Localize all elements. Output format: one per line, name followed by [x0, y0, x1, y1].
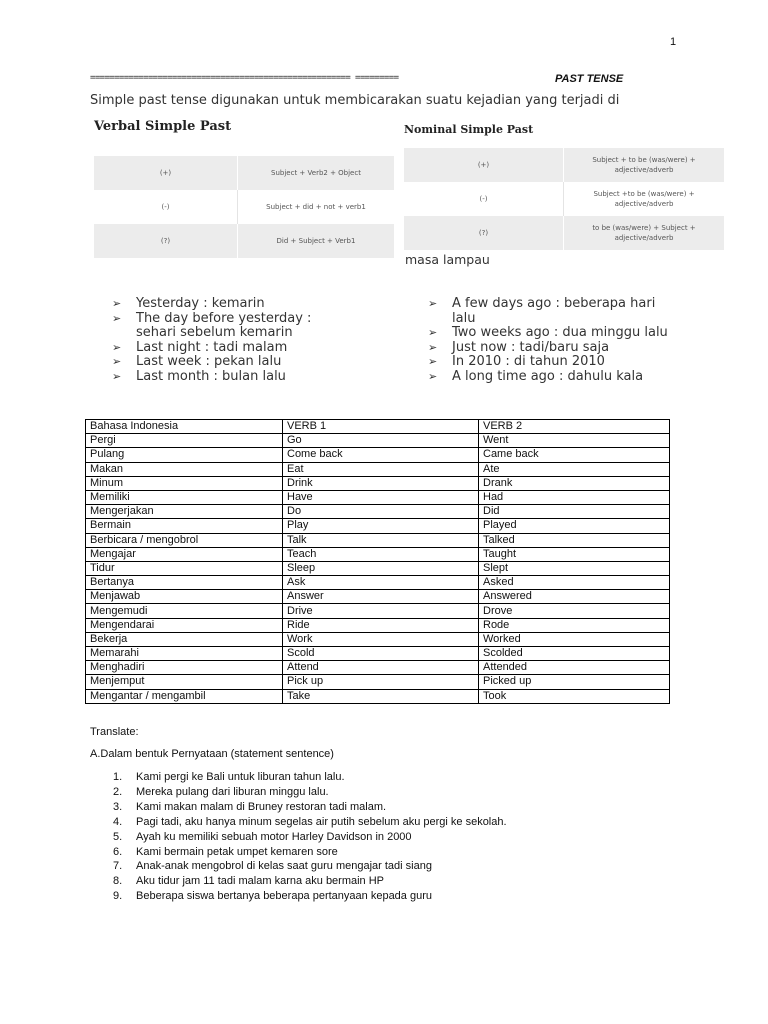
verb1-cell: Ride: [283, 618, 479, 632]
verb2-cell: Came back: [479, 448, 670, 462]
table-header-row: [86, 420, 670, 434]
list-number: 4.: [113, 815, 123, 828]
list-number: 2.: [113, 785, 123, 798]
verb1-cell: Work: [283, 632, 479, 646]
verb1-cell: Pick up: [283, 675, 479, 689]
verb-table-body: [86, 434, 670, 704]
formula-row: [94, 224, 394, 258]
formula-sign: (-): [94, 190, 238, 224]
verb1-cell: Attend: [283, 661, 479, 675]
formula-pattern: Did + Subject + Verb1: [238, 224, 394, 258]
indonesian-cell: Memarahi: [86, 647, 283, 661]
verb2-cell: Worked: [479, 632, 670, 646]
nominal-formula-table: [404, 148, 724, 250]
indonesian-cell: Mengantar / mengambil: [86, 689, 283, 703]
verb2-cell: Drank: [479, 476, 670, 490]
formula-sign: (?): [404, 216, 564, 250]
list-item: [113, 830, 507, 845]
formula-pattern: Subject +to be (was/were) + adjective/adverb: [593, 189, 695, 208]
verb2-cell: Talked: [479, 533, 670, 547]
verb1-cell: Answer: [283, 590, 479, 604]
list-item: [113, 889, 507, 904]
arrow-bullet-icon: ➢: [428, 355, 438, 368]
verb2-cell: Went: [479, 434, 670, 448]
indonesian-cell: Bekerja: [86, 632, 283, 646]
verb1-cell: Ask: [283, 576, 479, 590]
formula-pattern: Subject + Verb2 + Object: [238, 156, 394, 190]
sentence-text: Ayah ku memiliki sebuah motor Harley Davidson in 2000: [136, 830, 412, 843]
sentence-text: Beberapa siswa bertanya beberapa pertanyaan kepada guru: [136, 890, 432, 903]
indonesian-cell: Bertanya: [86, 576, 283, 590]
list-item: [113, 785, 507, 800]
list-item: ➢ A long time ago : dahulu kala: [428, 368, 644, 384]
verb1-cell: Play: [283, 519, 479, 533]
list-number: 1.: [113, 771, 123, 783]
table-row: [86, 533, 670, 547]
intro-text: Simple past tense digunakan untuk membicarakan suatu kejadian yang terjadi di: [90, 93, 620, 108]
indonesian-cell: Tidur: [86, 561, 283, 575]
list-item: ➢ Just now : tadi/baru saja: [428, 339, 610, 355]
list-item: ➢ The day before yesterday : sehari sebelum kemarin: [112, 310, 312, 340]
sentence-text: Anak-anak mengobrol di kelas saat guru mengajar tadi siang: [136, 860, 432, 873]
verb1-cell: Scold: [283, 647, 479, 661]
verb-table: [85, 419, 670, 704]
verb2-cell: Did: [479, 505, 670, 519]
verb1-cell: Go: [283, 434, 479, 448]
table-row: [86, 547, 670, 561]
verb1-cell: Talk: [283, 533, 479, 547]
table-row: [86, 505, 670, 519]
arrow-bullet-icon: ➢: [112, 311, 122, 325]
arrow-bullet-icon: ➢: [428, 326, 438, 339]
section-a-title: A.Dalam bentuk Pernyataan (statement sentence): [90, 748, 334, 760]
table-row: [86, 448, 670, 462]
table-row: [86, 647, 670, 661]
table-row: [86, 462, 670, 476]
verb2-cell: Scolded: [479, 647, 670, 661]
formula-row: [94, 190, 394, 224]
verb2-cell: Ate: [479, 462, 670, 476]
indonesian-cell: Mengendarai: [86, 618, 283, 632]
verb1-cell: Have: [283, 490, 479, 504]
list-item: ➢ Last week : pekan lalu: [112, 354, 282, 369]
list-item: ➢ In 2010 : di tahun 2010: [428, 354, 605, 369]
column-header: Bahasa Indonesia: [86, 420, 283, 434]
verb1-cell: Eat: [283, 462, 479, 476]
table-row: [86, 476, 670, 490]
indonesian-cell: Menjawab: [86, 590, 283, 604]
indonesian-cell: Menghadiri: [86, 661, 283, 675]
formula-sign: (+): [94, 156, 238, 190]
table-row: [86, 604, 670, 618]
list-item: [113, 770, 507, 785]
verb1-cell: Take: [283, 689, 479, 703]
arrow-bullet-icon: ➢: [112, 355, 122, 368]
time-expressions-right: [428, 297, 678, 384]
separator-line: ====================================================== =========: [90, 73, 399, 83]
list-item: ➢ Two weeks ago : dua minggu lalu: [428, 325, 668, 340]
verbal-formula-title: Verbal Simple Past: [94, 119, 232, 134]
time-expressions-left: [112, 297, 352, 384]
verb1-cell: Teach: [283, 547, 479, 561]
arrow-bullet-icon: ➢: [428, 297, 438, 310]
table-row: [86, 561, 670, 575]
list-item: ➢ Last night : tadi malam: [112, 339, 288, 355]
verb2-cell: Had: [479, 490, 670, 504]
indonesian-cell: Memiliki: [86, 490, 283, 504]
indonesian-cell: Pulang: [86, 448, 283, 462]
indonesian-cell: Menjemput: [86, 675, 283, 689]
formula-sign: (+): [404, 148, 564, 182]
indonesian-cell: Mengerjakan: [86, 505, 283, 519]
formula-row: [404, 182, 724, 216]
list-item: ➢ Last month : bulan lalu: [112, 368, 286, 384]
nominal-formula-title: Nominal Simple Past: [404, 123, 534, 136]
list-number: 6.: [113, 845, 123, 858]
arrow-bullet-icon: ➢: [428, 340, 438, 354]
arrow-bullet-icon: ➢: [112, 369, 122, 383]
verb2-cell: Slept: [479, 561, 670, 575]
list-number: 3.: [113, 800, 123, 813]
verb2-cell: Asked: [479, 576, 670, 590]
table-row: [86, 632, 670, 646]
page-heading: PAST TENSE: [555, 73, 624, 85]
sentence-list: [113, 770, 507, 904]
arrow-bullet-icon: ➢: [112, 297, 122, 310]
table-row: [86, 490, 670, 504]
translate-label: Translate:: [90, 726, 139, 738]
list-item: [113, 874, 507, 889]
formula-pattern: Subject + did + not + verb1: [266, 202, 366, 211]
verb1-cell: Drive: [283, 604, 479, 618]
verb1-cell: Drink: [283, 476, 479, 490]
sentence-text: Pagi tadi, aku hanya minum segelas air putih sebelum aku pergi ke sekolah.: [136, 815, 507, 828]
list-number: 9.: [113, 890, 123, 903]
verb2-cell: Picked up: [479, 675, 670, 689]
sentence-text: Kami pergi ke Bali untuk liburan tahun lalu.: [136, 771, 345, 783]
list-number: 5.: [113, 830, 123, 843]
sentence-text: Kami bermain petak umpet kemaren sore: [136, 845, 338, 858]
list-item: ➢ A few days ago : beberapa hari lalu: [428, 296, 656, 326]
formula-row: [404, 216, 724, 250]
verb2-cell: Rode: [479, 618, 670, 632]
formula-row: [404, 148, 724, 182]
formula-row: [94, 156, 394, 190]
verb2-cell: Answered: [479, 590, 670, 604]
indonesian-cell: Makan: [86, 462, 283, 476]
page-number: 1: [670, 36, 677, 48]
indonesian-cell: Minum: [86, 476, 283, 490]
sentence-text: Mereka pulang dari liburan minggu lalu.: [136, 785, 329, 798]
list-number: 8.: [113, 875, 123, 888]
list-item: [113, 815, 507, 830]
list-item: [113, 845, 507, 860]
arrow-bullet-icon: ➢: [428, 369, 438, 383]
list-item: [113, 800, 507, 815]
formula-pattern: to be (was/were) + Subject + adjective/adverb: [564, 216, 724, 250]
formula-pattern: Subject + to be (was/were) + adjective/adverb: [564, 148, 724, 182]
sentence-text: Kami makan malam di Bruney restoran tadi malam.: [136, 800, 387, 813]
table-row: [86, 675, 670, 689]
verb2-cell: Drove: [479, 604, 670, 618]
table-row: [86, 519, 670, 533]
table-row: [86, 661, 670, 675]
indonesian-cell: Berbicara / mengobrol: [86, 533, 283, 547]
table-row: [86, 434, 670, 448]
indonesian-cell: Mengemudi: [86, 604, 283, 618]
verb2-cell: Taught: [479, 547, 670, 561]
table-row: [86, 576, 670, 590]
verbal-formula-table: [94, 156, 394, 258]
list-number: 7.: [113, 860, 123, 873]
column-header: VERB 2: [479, 420, 670, 434]
verb1-cell: Do: [283, 505, 479, 519]
intro-text-continued: masa lampau: [405, 252, 490, 267]
indonesian-cell: Bermain: [86, 519, 283, 533]
sentence-text: Aku tidur jam 11 tadi malam karna aku bermain HP: [136, 875, 385, 888]
verb2-cell: Took: [479, 689, 670, 703]
verb1-cell: Sleep: [283, 561, 479, 575]
table-row: [86, 618, 670, 632]
table-row: [86, 689, 670, 703]
verb1-cell: Come back: [283, 448, 479, 462]
arrow-bullet-icon: ➢: [112, 340, 122, 354]
formula-sign: (-): [404, 182, 564, 216]
list-item: [113, 859, 507, 874]
column-header: VERB 1: [283, 420, 479, 434]
verb2-cell: Attended: [479, 661, 670, 675]
list-item: ➢ Yesterday : kemarin: [112, 296, 265, 311]
indonesian-cell: Pergi: [86, 434, 283, 448]
verb2-cell: Played: [479, 519, 670, 533]
indonesian-cell: Mengajar: [86, 547, 283, 561]
table-row: [86, 590, 670, 604]
formula-sign: (?): [94, 224, 238, 258]
